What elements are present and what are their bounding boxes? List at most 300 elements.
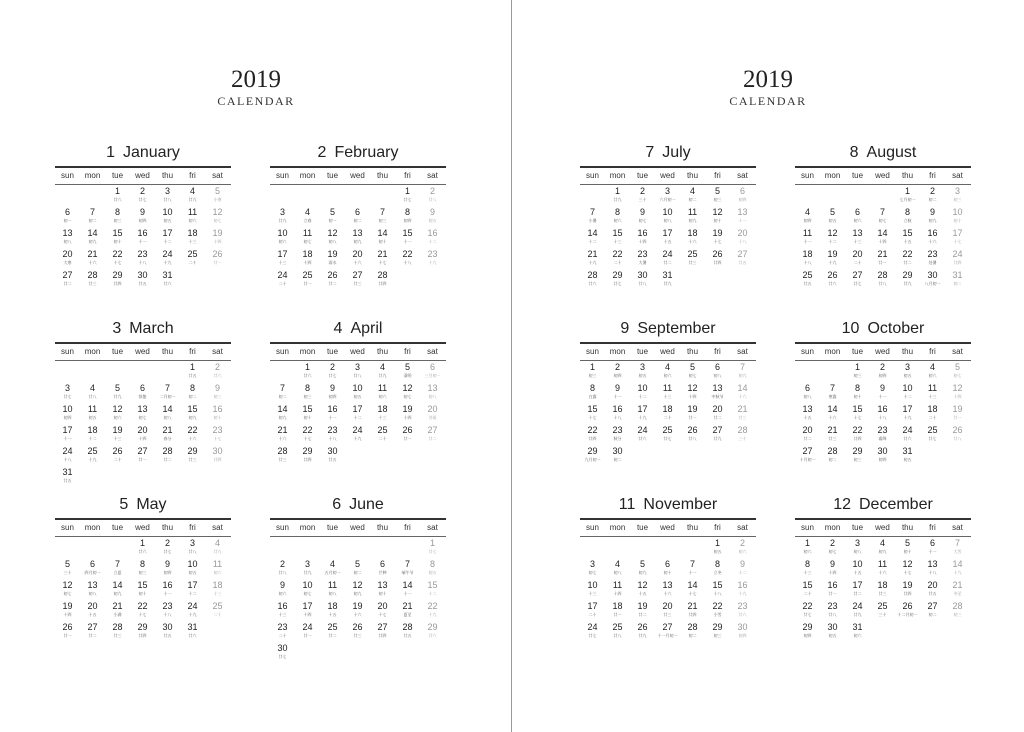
day-number: 23: [427, 249, 438, 259]
day-cell: [870, 445, 895, 466]
day-cell: [580, 382, 605, 403]
day-cell: [820, 537, 845, 558]
day-number: 13: [62, 228, 73, 238]
lunar-date: 初二: [928, 197, 937, 202]
weekday-label: mon: [824, 171, 841, 180]
lunar-date: 十二: [88, 436, 97, 441]
day-cell: [945, 600, 970, 621]
day-number: 9: [429, 207, 435, 217]
day-cell: [630, 403, 655, 424]
day-number: 8: [714, 559, 720, 569]
lunar-date: 廿四: [903, 591, 912, 596]
lunar-date: 廿八: [613, 633, 622, 638]
day-number: 19: [352, 601, 363, 611]
weekday-row: [580, 344, 756, 360]
weekday-row: [55, 168, 231, 184]
day-number: 5: [954, 362, 960, 372]
day-number: 13: [737, 207, 748, 217]
day-cell: [295, 206, 320, 227]
day-number: 21: [952, 580, 963, 590]
lunar-date: 廿六: [163, 281, 172, 286]
lunar-date: 廿九: [278, 218, 287, 223]
day-number: 11: [302, 228, 313, 238]
day-cell: [130, 600, 155, 621]
day-number: 4: [879, 538, 885, 548]
day-number: 31: [852, 622, 863, 632]
day-cell: [795, 424, 820, 445]
day-cell: [580, 361, 605, 382]
lunar-date: 十三: [803, 570, 812, 575]
day-number: 9: [739, 559, 745, 569]
lunar-date: 初四: [878, 373, 887, 378]
lunar-date: 十九: [738, 591, 747, 596]
lunar-date: 十四: [403, 415, 412, 420]
day-cell: [295, 445, 320, 466]
lunar-date: 二十: [113, 457, 122, 462]
day-number: 16: [277, 601, 288, 611]
lunar-date: 小寒: [213, 197, 222, 202]
day-cell: [630, 269, 655, 290]
lunar-date: 三十: [738, 436, 747, 441]
day-number: 4: [189, 186, 195, 196]
day-number: 11: [662, 383, 673, 393]
day-number: 8: [854, 383, 860, 393]
lunar-date: 十四: [878, 239, 887, 244]
empty-day: [580, 537, 605, 558]
weekday-label: sat: [427, 171, 438, 180]
lunar-date: 初二: [353, 570, 362, 575]
lunar-date: 十一: [803, 239, 812, 244]
day-cell: [205, 227, 230, 248]
day-number: 7: [89, 207, 95, 217]
day-cell: [730, 361, 755, 382]
weekday-label: thu: [376, 171, 389, 180]
lunar-date: 春分: [163, 436, 172, 441]
day-cell: [370, 227, 395, 248]
lunar-date: 三十: [878, 612, 887, 617]
day-number: 17: [637, 404, 648, 414]
day-number: 27: [737, 249, 748, 259]
day-cell: [395, 206, 420, 227]
day-cell: [295, 361, 320, 382]
weekday-label: mon: [84, 171, 101, 180]
lunar-date: 廿二: [903, 260, 912, 265]
day-grid: [55, 185, 230, 290]
lunar-date: 廿九: [613, 197, 622, 202]
weekday-label: fri: [714, 523, 721, 532]
day-cell: [820, 382, 845, 403]
day-cell: [105, 579, 130, 600]
weekday-label: sat: [212, 347, 223, 356]
lunar-date: 初九: [88, 239, 97, 244]
lunar-date: 十五: [328, 612, 337, 617]
day-cell: [845, 558, 870, 579]
day-number: 16: [137, 228, 148, 238]
day-number: 21: [687, 601, 698, 611]
day-cell: [730, 185, 755, 206]
lunar-date: 十六: [353, 260, 362, 265]
day-cell: [105, 269, 130, 290]
day-number: 16: [327, 404, 338, 414]
day-cell: [205, 445, 230, 466]
day-number: 12: [712, 207, 723, 217]
day-number: 5: [114, 383, 120, 393]
lunar-date: 十四: [953, 394, 962, 399]
day-number: 10: [62, 404, 73, 414]
day-cell: [795, 382, 820, 403]
day-number: 26: [952, 425, 963, 435]
day-number: 21: [112, 601, 123, 611]
day-cell: [370, 600, 395, 621]
day-number: 29: [187, 446, 198, 456]
day-cell: [80, 424, 105, 445]
day-cell: [80, 579, 105, 600]
day-grid: [55, 361, 230, 487]
day-cell: [155, 558, 180, 579]
lunar-date: 廿二: [88, 633, 97, 638]
month-number: 4: [333, 320, 343, 337]
day-cell: [820, 600, 845, 621]
lunar-date: 初三: [853, 373, 862, 378]
lunar-date: 清明: [403, 373, 412, 378]
lunar-date: 夏至: [403, 612, 412, 617]
month-title: [580, 142, 756, 164]
day-number: 23: [277, 622, 288, 632]
day-cell: [130, 227, 155, 248]
day-cell: [605, 600, 630, 621]
day-cell: [395, 558, 420, 579]
weekday-row: [55, 344, 231, 360]
weekday-label: tue: [851, 523, 864, 532]
month-calendar-november: [580, 494, 756, 642]
lunar-date: 初四: [403, 218, 412, 223]
day-grid: [580, 537, 755, 642]
day-cell: [320, 206, 345, 227]
day-number: 25: [87, 446, 98, 456]
day-number: 30: [827, 622, 838, 632]
day-cell: [795, 248, 820, 269]
lunar-date: 廿八: [428, 197, 437, 202]
day-cell: [845, 403, 870, 424]
day-number: 6: [89, 559, 95, 569]
weekday-label: sat: [737, 523, 748, 532]
day-number: 12: [902, 559, 913, 569]
day-number: 23: [877, 425, 888, 435]
day-number: 24: [902, 425, 913, 435]
lunar-date: 十三: [278, 612, 287, 617]
lunar-date: 霜降: [878, 436, 887, 441]
day-number: 30: [637, 270, 648, 280]
month-title: [55, 318, 231, 340]
day-number: 11: [212, 559, 223, 569]
day-cell: [180, 579, 205, 600]
day-number: 19: [952, 404, 963, 414]
lunar-date: 十三: [378, 415, 387, 420]
day-number: 10: [277, 228, 288, 238]
lunar-date: 二十: [803, 591, 812, 596]
lunar-date: 初五: [428, 570, 437, 575]
month-title: [795, 142, 971, 164]
day-number: 21: [162, 425, 173, 435]
day-cell: [630, 248, 655, 269]
month-number: 9: [620, 320, 630, 337]
day-cell: [605, 248, 630, 269]
day-number: 22: [612, 249, 623, 259]
lunar-date: 十一: [928, 549, 937, 554]
lunar-date: 十六: [738, 394, 747, 399]
day-cell: [920, 382, 945, 403]
weekday-label: fri: [929, 347, 936, 356]
lunar-date: 冬至: [953, 591, 962, 596]
lunar-date: 廿一: [688, 415, 697, 420]
day-number: 17: [587, 601, 598, 611]
day-cell: [680, 248, 705, 269]
day-number: 8: [904, 207, 910, 217]
day-number: 21: [827, 425, 838, 435]
day-cell: [945, 248, 970, 269]
lunar-date: 初七: [303, 239, 312, 244]
day-number: 19: [827, 249, 838, 259]
day-number: 4: [689, 186, 695, 196]
day-cell: [920, 206, 945, 227]
day-cell: [680, 185, 705, 206]
day-number: 23: [137, 249, 148, 259]
day-number: 3: [854, 538, 860, 548]
day-cell: [655, 382, 680, 403]
day-cell: [130, 185, 155, 206]
day-cell: [920, 361, 945, 382]
weekday-label: thu: [376, 347, 389, 356]
empty-day: [270, 537, 295, 558]
day-number: 14: [162, 404, 173, 414]
day-number: 3: [164, 186, 170, 196]
day-cell: [320, 445, 345, 466]
day-cell: [605, 361, 630, 382]
day-number: 12: [402, 383, 413, 393]
month-title: [580, 494, 756, 516]
day-number: 19: [327, 249, 338, 259]
lunar-date: 十八: [928, 570, 937, 575]
lunar-date: 廿八: [88, 394, 97, 399]
day-cell: [580, 403, 605, 424]
day-cell: [295, 248, 320, 269]
day-cell: [295, 227, 320, 248]
weekday-label: mon: [609, 347, 626, 356]
lunar-date: 初十: [113, 239, 122, 244]
lunar-date: 十六: [278, 436, 287, 441]
month-number: 6: [332, 496, 342, 513]
day-number: 6: [664, 559, 670, 569]
lunar-date: 十五: [853, 570, 862, 575]
empty-day: [630, 537, 655, 558]
day-cell: [105, 621, 130, 642]
day-cell: [795, 558, 820, 579]
day-number: 14: [737, 383, 748, 393]
lunar-date: 十九: [828, 260, 837, 265]
month-calendar-march: [55, 318, 231, 487]
day-number: 28: [952, 601, 963, 611]
calendar-header: [0, 66, 512, 108]
weekday-row: [270, 168, 446, 184]
day-cell: [205, 248, 230, 269]
day-cell: [270, 248, 295, 269]
lunar-date: 十五: [903, 239, 912, 244]
lunar-date: 初六: [378, 394, 387, 399]
day-number: 23: [827, 601, 838, 611]
lunar-date: 十五: [88, 612, 97, 617]
day-cell: [55, 466, 80, 487]
day-cell: [630, 621, 655, 642]
lunar-date: 廿二: [328, 633, 337, 638]
empty-day: [655, 537, 680, 558]
day-number: 7: [279, 383, 285, 393]
day-cell: [320, 269, 345, 290]
day-cell: [345, 227, 370, 248]
day-number: 31: [952, 270, 963, 280]
month-calendar-july: [580, 142, 756, 290]
lunar-date: 初十: [378, 239, 387, 244]
lunar-date: 十二: [828, 239, 837, 244]
lunar-date: 三月初一: [424, 373, 441, 378]
lunar-date: 初二: [353, 218, 362, 223]
lunar-date: 十八: [738, 239, 747, 244]
day-number: 6: [379, 559, 385, 569]
day-cell: [155, 621, 180, 642]
day-number: 1: [904, 186, 910, 196]
day-cell: [180, 424, 205, 445]
day-cell: [845, 600, 870, 621]
lunar-date: 十九: [163, 260, 172, 265]
lunar-date: 初十: [953, 218, 962, 223]
weekday-label: thu: [161, 347, 174, 356]
weekday-label: thu: [901, 171, 914, 180]
day-cell: [895, 227, 920, 248]
day-cell: [105, 185, 130, 206]
weekday-label: thu: [161, 523, 174, 532]
lunar-date: 八月初一: [924, 281, 941, 286]
day-number: 16: [827, 580, 838, 590]
day-number: 3: [304, 559, 310, 569]
lunar-date: 初六: [803, 549, 812, 554]
day-cell: [605, 445, 630, 466]
lunar-date: 十七: [953, 239, 962, 244]
day-cell: [180, 403, 205, 424]
lunar-date: 廿二: [663, 260, 672, 265]
day-number: 29: [587, 446, 598, 456]
lunar-date: 廿八: [878, 281, 887, 286]
lunar-date: 初五: [188, 570, 197, 575]
empty-day: [105, 537, 130, 558]
day-cell: [680, 579, 705, 600]
weekday-row: [795, 520, 971, 536]
lunar-date: 廿三: [113, 633, 122, 638]
lunar-date: 初七: [688, 373, 697, 378]
day-number: 20: [927, 580, 938, 590]
day-cell: [845, 206, 870, 227]
lunar-date: 廿七: [403, 197, 412, 202]
day-cell: [105, 227, 130, 248]
weekday-label: sun: [801, 347, 814, 356]
day-cell: [705, 600, 730, 621]
month-number: 2: [317, 144, 327, 161]
lunar-date: 初四: [738, 197, 747, 202]
day-number: 21: [377, 249, 388, 259]
lunar-date: 十四: [613, 591, 622, 596]
day-number: 2: [329, 362, 335, 372]
day-cell: [895, 269, 920, 290]
lunar-date: 初四: [328, 394, 337, 399]
day-cell: [420, 621, 445, 642]
day-cell: [945, 227, 970, 248]
weekday-label: fri: [714, 347, 721, 356]
day-number: 28: [877, 270, 888, 280]
day-number: 2: [279, 559, 285, 569]
day-cell: [295, 424, 320, 445]
month-number: 1: [106, 144, 115, 161]
day-number: 20: [137, 425, 148, 435]
month-number: 5: [119, 496, 129, 513]
lunar-date: 十六: [188, 436, 197, 441]
day-number: 30: [277, 643, 288, 653]
day-cell: [155, 600, 180, 621]
lunar-date: 十四: [303, 612, 312, 617]
day-cell: [395, 621, 420, 642]
day-cell: [155, 185, 180, 206]
day-number: 15: [612, 228, 623, 238]
lunar-date: 大寒: [63, 260, 72, 265]
lunar-date: 十六: [828, 415, 837, 420]
weekday-label: fri: [404, 347, 411, 356]
day-cell: [705, 424, 730, 445]
day-number: 26: [637, 622, 648, 632]
day-grid: [580, 361, 755, 466]
day-cell: [205, 382, 230, 403]
day-cell: [895, 445, 920, 466]
lunar-date: 十七: [713, 239, 722, 244]
day-number: 22: [902, 249, 913, 259]
lunar-date: 初四: [878, 457, 887, 462]
day-number: 8: [114, 207, 120, 217]
lunar-date: 初九: [638, 570, 647, 575]
day-cell: [420, 248, 445, 269]
weekday-label: wed: [660, 523, 675, 532]
day-cell: [130, 269, 155, 290]
day-number: 14: [587, 228, 598, 238]
day-cell: [820, 269, 845, 290]
day-number: 1: [589, 362, 595, 372]
day-number: 29: [902, 270, 913, 280]
weekday-label: mon: [299, 171, 316, 180]
month-number: 8: [849, 144, 859, 161]
day-number: 23: [327, 425, 338, 435]
lunar-date: 廿八: [163, 197, 172, 202]
month-calendar-august: [795, 142, 971, 290]
day-cell: [155, 424, 180, 445]
lunar-date: 廿七: [163, 549, 172, 554]
day-number: 23: [162, 601, 173, 611]
lunar-date: 十二: [903, 394, 912, 399]
day-cell: [205, 579, 230, 600]
lunar-date: 三十: [63, 570, 72, 575]
day-cell: [845, 361, 870, 382]
weekday-label: wed: [350, 171, 365, 180]
lunar-date: 廿六: [188, 633, 197, 638]
day-cell: [420, 600, 445, 621]
lunar-date: 十六: [688, 239, 697, 244]
weekday-label: sun: [276, 347, 289, 356]
day-cell: [730, 206, 755, 227]
day-cell: [130, 621, 155, 642]
